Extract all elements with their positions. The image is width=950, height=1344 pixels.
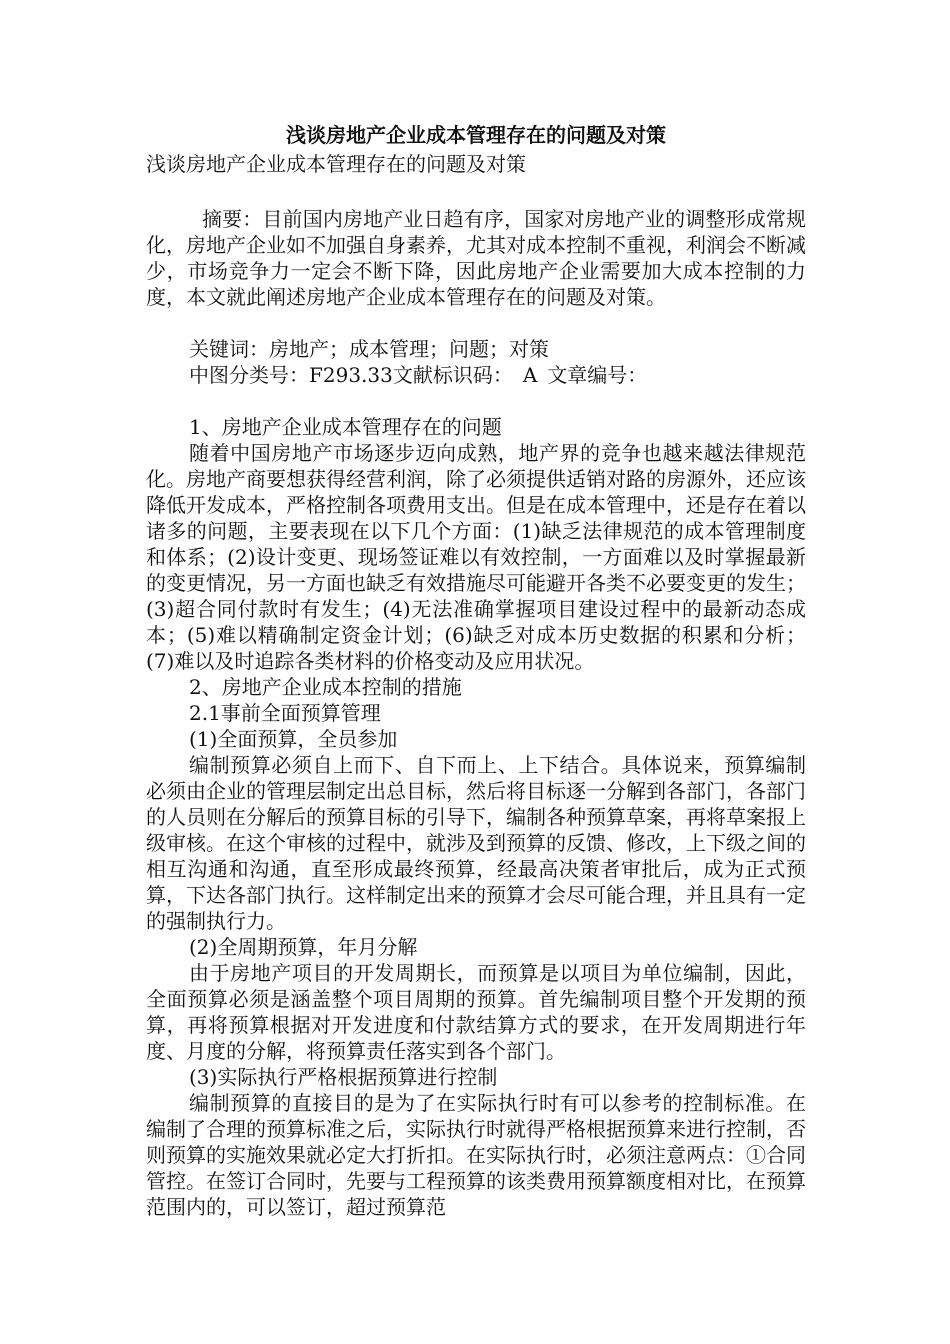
item-heading: (3)实际执行严格根据预算进行控制 [189,1065,498,1089]
clc-number: 中图分类号：F293.33 [189,363,393,387]
document-body [146,120,806,1220]
doc-code-value: A [522,363,538,387]
section-heading: 1、房地产企业成本管理存在的问题 [189,415,502,439]
abstract-paragraph: 摘要：目前国内房地产业日趋有序，国家对房地产业的调整形成常规化，房地产企业如不加强自身素养，尤其对成本控制不重视，利润会不断减少，市场竞争力一定会不断下降，因此房地产企业需要加大成本控制的力度，本文就此阐述房地产企业成本管理存在的问题及对策。 [146,207,806,309]
body-paragraph: 编制预算必须自上而下、自下而上、上下结合。具体说来，预算编制必须由企业的管理层制定出总目标，然后将目标逐一分解到各部门，各部门的人员则在分解后的预算目标的引导下，编制各种预算草案，再将草案报上级审核。在这个审核的过程中，就涉及到预算的反馈、修改，上下级之间的相互沟通和沟通，直至形成最终预算，经最高决策者审批后，成为正式预算，下达各部门执行。这样制定出来的预算才会尽可能合理，并且具有一定的强制执行力。 [146,753,806,933]
classification-line [146,362,806,388]
article-number-label: 文章编号： [547,363,648,387]
item-heading: (1)全面预算，全员参加 [189,727,398,751]
subsection-heading: 2.1事前全面预算管理 [189,701,381,725]
document-title: 浅谈房地产企业成本管理存在的问题及对策 [286,123,666,147]
body-paragraph: 编制预算的直接目的是为了在实际执行时有可以参考的控制标准。在编制了合理的预算标准之后，实际执行时就得严格根据预算来进行控制，否则预算的实施效果就必定大打折扣。在实际执行时，必须注意两点：①合同管控。在签订合同时，先要与工程预算的该类费用预算额度相对比，在预算范围内的，可以签订，超过预算范 [146,1091,806,1219]
keywords-line: 关键词：房地产；成本管理；问题；对策 [189,337,549,361]
body-paragraph: 随着中国房地产市场逐步迈向成熟，地产界的竞争也越来越法律规范化。房地产商要想获得经营利润，除了必须提供适销对路的房源外，还应该降低开发成本，严格控制各项费用支出。但是在成本管理中，还是存在着以诸多的问题，主要表现在以下几个方面：(1)缺乏法律规范的成本管理制度和体系；(2)设计变更、现场签证难以有效控制，一方面难以及时掌握最新的变更情况，另一方面也缺乏有效措施尽可能避开各类不必要变更的发生；(3)超合同付款时有发生；(4)无法准确掌握项目建设过程中的最新动态成本；(5)难以精确制定资金计划；(6)缺乏对成本历史数据的积累和分析；(7)难以及时追踪各类材料的价格变动及应用状况。 [146,441,806,673]
body-paragraph: 由于房地产项目的开发周期长，而预算是以项目为单位编制，因此，全面预算必须是涵盖整个项目周期的预算。首先编制项目整个开发期的预算，再将预算根据对开发进度和付款结算方式的要求，在开发周期进行年度、月度的分解，将预算责任落实到各个部门。 [146,961,806,1063]
blank-line [146,310,806,336]
doc-code-label: 文献标识码： [392,363,513,387]
blank-line [146,178,806,206]
blank-line [146,388,806,414]
section-heading: 2、房地产企业成本控制的措施 [189,675,462,699]
document-subtitle: 浅谈房地产企业成本管理存在的问题及对策 [146,152,526,176]
item-heading: (2)全周期预算，年月分解 [189,935,418,959]
